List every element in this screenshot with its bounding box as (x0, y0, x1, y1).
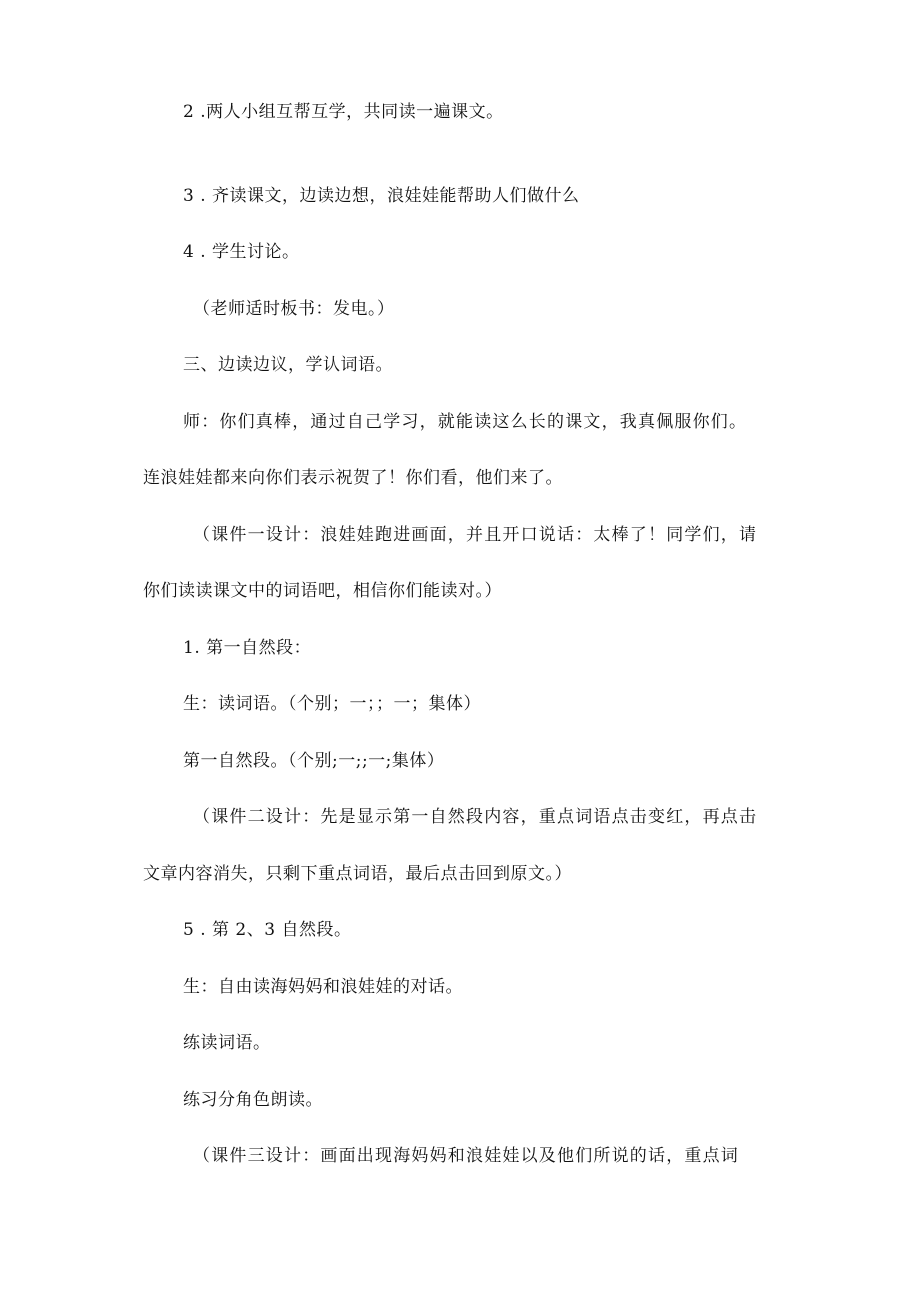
text-line-paragraph-1-read: 第一自然段。（个别;一;;一;集体） (183, 751, 445, 771)
text-line-courseware-2-cont: 文章内容消失，只剩下重点词语，最后点击回到原文。） (143, 864, 572, 884)
text-line-step-3: 3 . 齐读课文，边读边想，浪娃娃能帮助人们做什么 (183, 186, 580, 206)
text-line-role-reading: 练习分角色朗读。 (183, 1090, 323, 1110)
text-line-courseware-1-cont: 你们读读课文中的词语吧，相信你们能读对。） (143, 581, 502, 601)
text-line-courseware-3: （课件三设计：画面出现海妈妈和浪娃娃以及他们所说的话，重点词 (193, 1146, 739, 1166)
text-line-practice-words: 练读词语。 (183, 1033, 271, 1053)
section-heading-three: 三、边读边议，学认词语。 (183, 355, 393, 375)
text-line-step-5: 5 . 第 2、3 自然段。 (183, 920, 352, 940)
text-line-read-words: 生：读词语。（个别；一；；一；集体） (183, 694, 481, 714)
text-line-board-note: （老师适时板书：发电。） (193, 299, 395, 319)
text-line-paragraph-1: 1. 第一自然段： (183, 638, 312, 658)
text-line-courseware-2: （课件二设计：先是显示第一自然段内容，重点词语点击变红，再点击 (193, 807, 758, 827)
text-line-step-4: 4 . 学生讨论。 (183, 242, 300, 262)
text-line-step-2: 2 .两人小组互帮互学，共同读一遍课文。 (183, 102, 504, 122)
text-line-teacher-praise: 师：你们真棒，通过自己学习，就能读这么长的课文，我真佩服你们。 (183, 412, 748, 432)
text-line-teacher-praise-cont: 连浪娃娃都来向你们表示祝贺了！你们看，他们来了。 (143, 468, 563, 488)
text-line-free-read: 生：自由读海妈妈和浪娃娃的对话。 (183, 977, 463, 997)
text-line-courseware-1: （课件一设计：浪娃娃跑进画面，并且开口说话：太棒了！同学们，请 (193, 525, 758, 545)
